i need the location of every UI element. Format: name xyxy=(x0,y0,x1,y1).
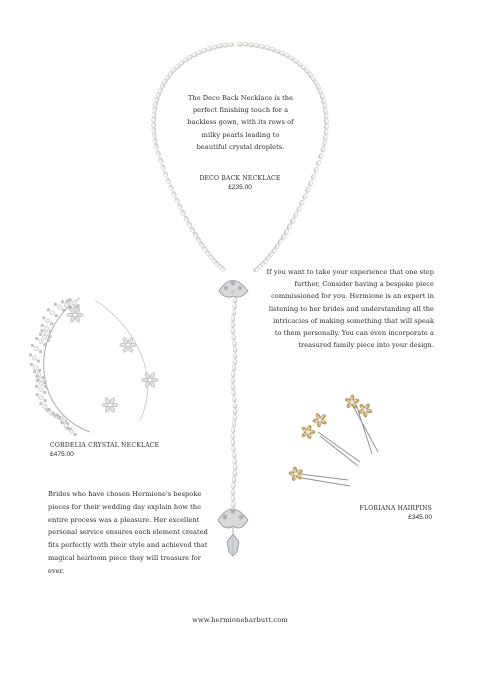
crystal-bead xyxy=(34,346,38,350)
crystal-bead xyxy=(42,335,46,339)
pearl-bead xyxy=(296,206,302,213)
crystal-bead xyxy=(38,369,41,372)
bespoke-line: further, Consider having a bespoke piece xyxy=(294,280,434,289)
crystal-flower-petal xyxy=(152,378,158,381)
pearl-bead xyxy=(232,421,236,427)
crystal-bead xyxy=(44,326,48,330)
bespoke-paragraph xyxy=(250,266,434,351)
crystal-bead xyxy=(47,339,50,342)
crystal-bead xyxy=(50,322,53,325)
pearl-bead xyxy=(320,146,326,153)
cordelia-product-name: CORDELIA CRYSTAL NECKLACE xyxy=(50,442,160,449)
pearl-bead xyxy=(324,124,328,130)
crystal-bead xyxy=(69,298,72,301)
pearl-bead xyxy=(174,197,180,204)
pearl-bead xyxy=(233,409,237,415)
crystal-bead xyxy=(33,370,36,373)
pearl-bead xyxy=(231,440,235,446)
brides-line: entire process was a pleasure. Her excellent xyxy=(48,515,200,524)
pearl-bead xyxy=(242,42,248,46)
pearl-bead xyxy=(311,173,317,180)
pearl-bead xyxy=(318,153,324,160)
bespoke-line: commissioned for you. Hermione is an expert in xyxy=(271,292,434,301)
pearl-bead xyxy=(217,44,224,49)
pearl-bead xyxy=(160,164,166,171)
deco-description-line: backless gown, with its rows of xyxy=(187,118,294,127)
crystal-flower-petal xyxy=(112,403,118,406)
pearl-bead xyxy=(233,402,237,408)
pearl-bead xyxy=(232,446,236,452)
crystal-bead xyxy=(39,350,42,353)
crystal-bead xyxy=(37,360,40,363)
crystal-flower-petal xyxy=(102,403,108,406)
crystal-bead xyxy=(46,409,49,412)
crystal-flower-petal xyxy=(120,343,126,346)
crystal-bead xyxy=(62,309,65,312)
crystal-bead xyxy=(36,393,39,396)
bespoke-line: intricacies of making something that will speak xyxy=(273,316,434,325)
pearl-bead xyxy=(231,328,235,334)
deco-product-price: £235.00 xyxy=(228,184,252,191)
crystal-flower-petal xyxy=(130,343,136,346)
pearl-bead xyxy=(232,452,236,458)
pearl-bead xyxy=(313,166,319,173)
pearl-bead xyxy=(233,464,237,470)
website-link[interactable]: www.hermioneharbutt.com xyxy=(192,616,288,624)
pearl-bead xyxy=(305,187,311,194)
pearl-bead xyxy=(171,191,177,198)
crystal-bead xyxy=(66,427,69,430)
crystal-bead xyxy=(74,433,77,436)
pearl-bead xyxy=(154,143,159,150)
crystal-bead xyxy=(50,311,54,315)
crystal-bead xyxy=(58,417,61,420)
floriana-product-price: £345.00 xyxy=(408,514,432,521)
pearl-bead xyxy=(253,43,260,48)
crystal-bead xyxy=(44,399,47,402)
crystal-bead xyxy=(31,344,34,347)
pearl-bead xyxy=(163,171,169,178)
pearl-bead xyxy=(293,212,299,219)
pearl-bead xyxy=(308,180,314,187)
pearl-bead xyxy=(231,322,235,328)
pearl-bead xyxy=(323,134,328,141)
crystal-bead xyxy=(44,385,47,388)
pearl-bead xyxy=(153,138,158,144)
pearl-bead xyxy=(231,433,235,439)
crystal-bead xyxy=(36,375,39,378)
crystal-bead xyxy=(40,402,43,405)
pearl-bead xyxy=(233,347,237,353)
pearl-bead xyxy=(183,215,189,222)
crystal-bead xyxy=(42,316,45,319)
pearl-bead xyxy=(233,340,237,346)
crystal-bead xyxy=(74,306,77,309)
crystal-bead xyxy=(49,335,52,338)
pearl-bead xyxy=(165,178,171,185)
pearl-bead xyxy=(233,353,237,359)
pearl-bead xyxy=(233,396,237,402)
crystal-bead xyxy=(39,333,42,336)
brides-line: Brides who have chosen Hermione's bespoke xyxy=(48,490,202,498)
pearl-bead xyxy=(232,502,236,508)
pearl-bead xyxy=(180,209,186,216)
brides-line: pieces for their wedding day explain how the xyxy=(48,502,202,511)
pearl-bead xyxy=(231,371,235,377)
pearl-bead xyxy=(231,495,235,501)
pearl-bead xyxy=(231,384,235,390)
deco-necklace-drop xyxy=(231,297,237,508)
crystal-bead xyxy=(39,396,43,400)
pearl-bead xyxy=(232,309,236,315)
pearl-bead xyxy=(233,471,237,477)
crystal-bead xyxy=(43,343,46,346)
pearl-bead xyxy=(233,303,237,309)
pearl-bead xyxy=(231,427,235,433)
crystal-bead xyxy=(61,300,64,303)
pearl-bead xyxy=(299,199,305,206)
crystal-bead xyxy=(35,337,38,340)
pearl-centre xyxy=(363,408,367,412)
pearl-bead xyxy=(156,150,162,157)
crystal-bead xyxy=(43,404,47,408)
crystal-bead xyxy=(64,303,68,307)
pearl-bead xyxy=(232,334,236,340)
brides-paragraph xyxy=(48,488,224,578)
pearl-bead xyxy=(237,42,243,46)
crystal-bead xyxy=(69,302,73,306)
pearl-bead xyxy=(233,297,237,303)
pearl-bead xyxy=(289,217,295,224)
crystal-bead xyxy=(39,381,43,385)
crystal-bead xyxy=(36,379,39,382)
cordelia-product-price: £475.00 xyxy=(50,451,74,458)
crystal-bead xyxy=(46,319,50,323)
pearl-bead xyxy=(222,43,228,48)
pearl-centre xyxy=(294,472,298,476)
crystal-bead xyxy=(29,354,32,357)
brides-line: magical heirloom piece they will treasure for xyxy=(48,553,201,562)
crystal-bead xyxy=(39,377,43,381)
crystal-bead xyxy=(33,365,37,369)
deco-description-line: perfect finishing touch for a xyxy=(192,106,289,115)
pearl-bead xyxy=(231,316,235,322)
crystal-bead xyxy=(32,356,36,360)
brides-line: ever. xyxy=(48,566,65,575)
deco-description-line: milky pearls leading to xyxy=(201,130,280,139)
pearl-bead xyxy=(233,415,237,421)
crystal-bead xyxy=(43,391,46,394)
crystal-flower-petal xyxy=(77,313,83,316)
crystal-bead xyxy=(55,314,58,317)
floriana-product-name: FLORIANA HAIRPINS xyxy=(359,505,432,512)
crystal-bead xyxy=(30,363,33,366)
bespoke-line: If you want to take your experience that one step xyxy=(266,268,434,276)
pearl-bead xyxy=(248,42,254,47)
pearl-centre xyxy=(306,430,310,434)
pearl-bead xyxy=(233,458,237,464)
crystal-bead xyxy=(39,339,43,343)
deco-description-line: The Deco Back Necklace is the xyxy=(187,94,294,102)
deco-description-line: beautiful crystal droplets. xyxy=(196,142,285,151)
crystal-bead xyxy=(66,300,69,303)
crystal-bead xyxy=(49,330,52,333)
cordelia-necklace-image xyxy=(29,298,158,436)
crystal-bead xyxy=(39,387,43,391)
crystal-bead xyxy=(69,429,73,433)
pearl-bead xyxy=(168,184,174,191)
crystal-bead xyxy=(54,303,57,306)
floriana-hairpins-image xyxy=(289,395,378,486)
crystal-bead xyxy=(41,329,44,332)
crystal-bead xyxy=(52,412,55,415)
crystal-bead xyxy=(57,305,61,309)
bespoke-line: listening to her brides and understanding all the xyxy=(268,304,434,313)
bespoke-line: to them personally. You can even incorporate a xyxy=(274,329,434,338)
pearl-bead xyxy=(322,139,327,146)
pearl-bead xyxy=(231,483,235,489)
pearl-bead xyxy=(177,203,183,210)
pearl-bead xyxy=(232,365,236,371)
deco-necklace-clasp xyxy=(219,281,248,298)
pearl-bead xyxy=(232,477,236,483)
pearl-bead xyxy=(231,489,235,495)
crystal-bead xyxy=(77,304,80,307)
crystal-bead xyxy=(61,421,64,424)
pearl-bead xyxy=(232,390,236,396)
crystal-flower-petal xyxy=(142,378,148,381)
crystal-bead xyxy=(56,414,59,417)
bespoke-line: treasured family piece into your design. xyxy=(298,341,434,350)
crystal-flower-petal xyxy=(67,313,73,316)
deco-product-name: DECO BACK NECKLACE xyxy=(199,175,281,182)
crystal-bead xyxy=(35,385,38,388)
pearl-bead xyxy=(228,42,234,46)
pearl-bead xyxy=(158,157,164,164)
pearl-centre xyxy=(318,418,322,422)
crystal-bead xyxy=(47,308,50,311)
pearl-centre xyxy=(350,400,354,404)
brides-line: fits perfectly with their style and achieved that xyxy=(48,541,208,550)
pearl-bead xyxy=(316,159,322,166)
deco-necklace-loop xyxy=(152,42,329,273)
deco-description xyxy=(178,92,303,153)
pearl-bead xyxy=(231,378,235,384)
crystal-bead xyxy=(41,324,44,327)
brides-line: personal service ensures each element created xyxy=(48,528,208,537)
pearl-bead xyxy=(302,193,308,200)
crystal-bead xyxy=(44,381,47,384)
pearl-bead xyxy=(233,359,237,365)
